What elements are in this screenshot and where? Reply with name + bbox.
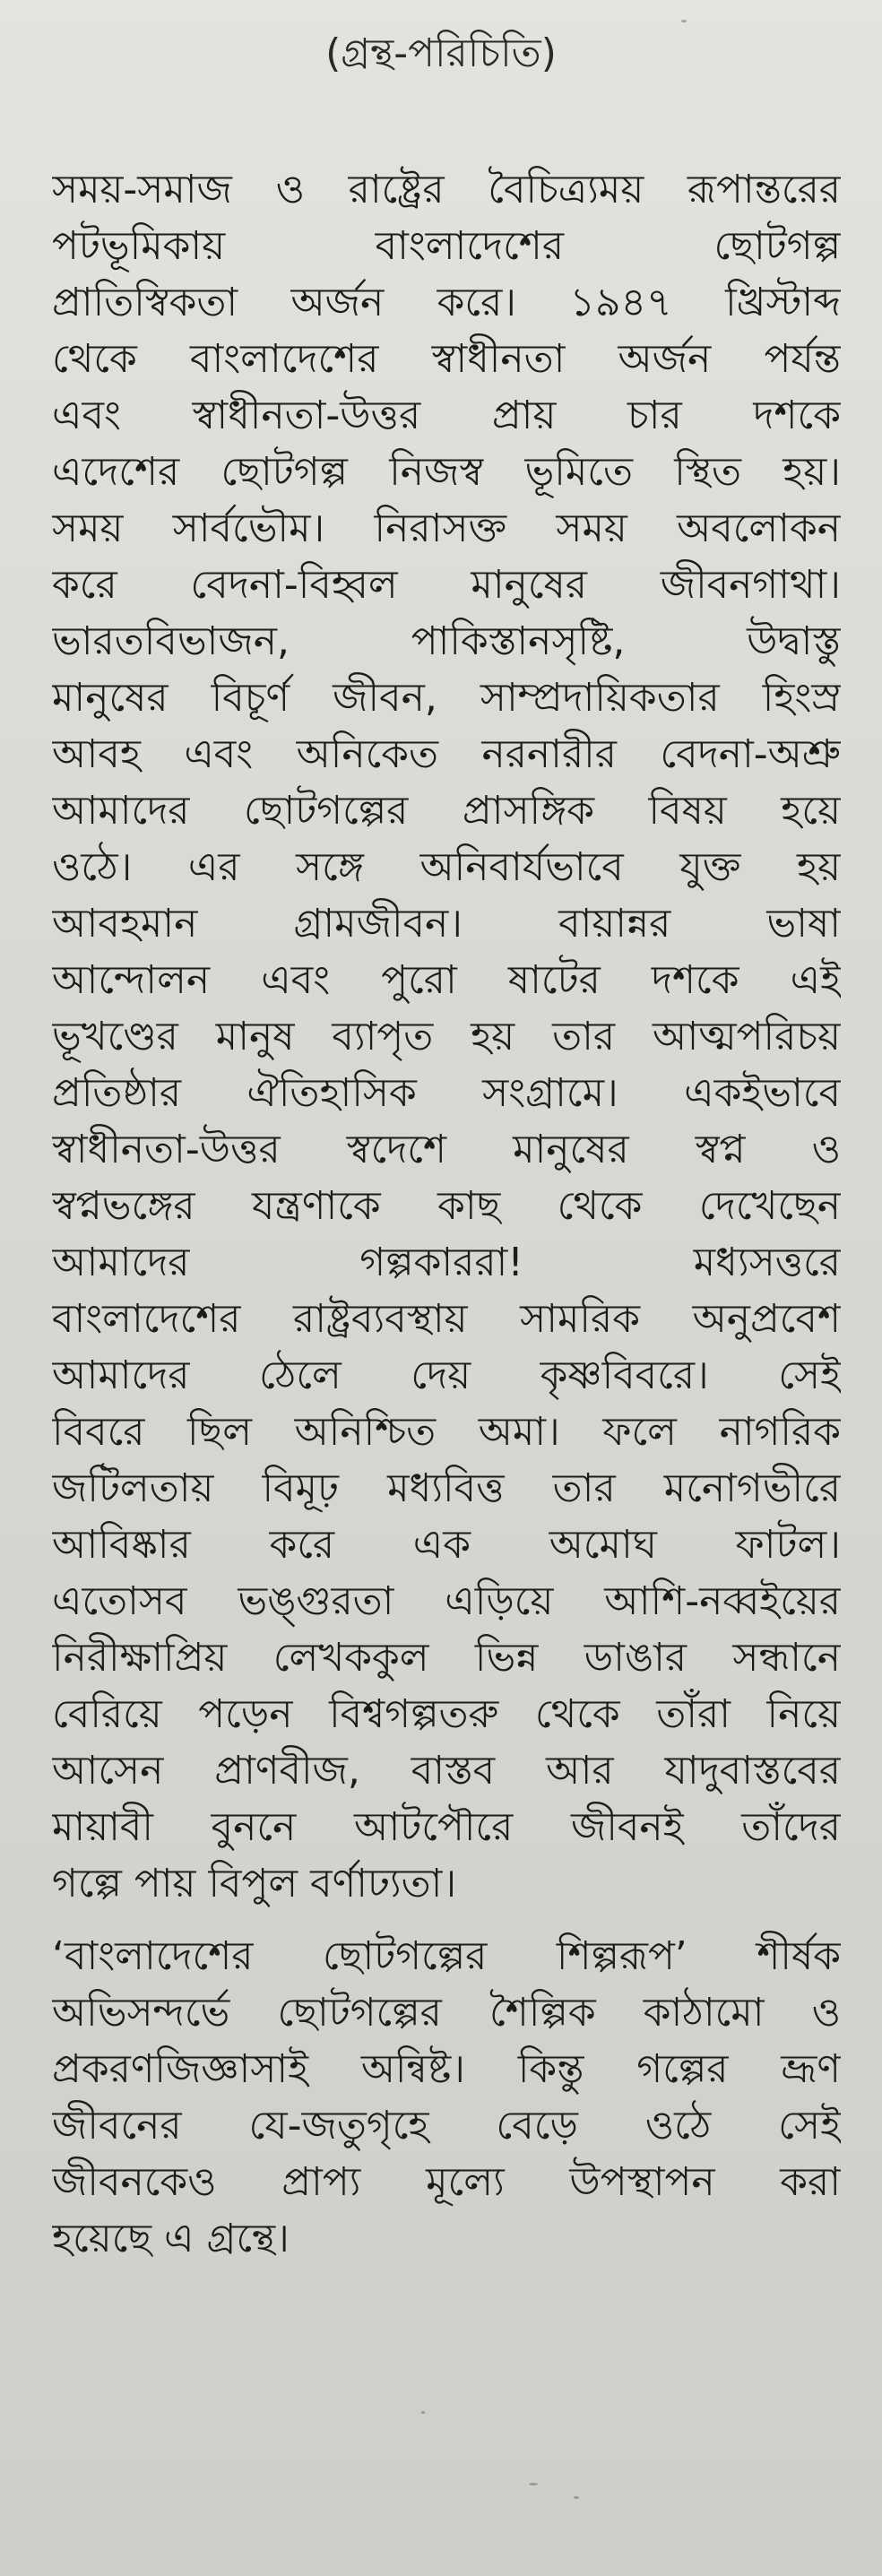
paper-speck [574,2496,579,2499]
text-line: জীবনকেও প্রাপ্য মূল্যে উপস্থাপন করা [52,2159,841,2205]
page-heading: (গ্রন্থ-পরিচিতি) [325,30,557,76]
text-line: প্রতিষ্ঠার ঐতিহাসিক সংগ্রামে। একইভাবে [52,1070,841,1116]
text-line: প্রকরণজিজ্ঞাসাই অন্বিষ্ট। কিন্তু গল্পের ভ্রূণ [52,2046,841,2092]
text-line: থেকে বাংলাদেশের স্বাধীনতা অর্জন পর্যন্ত [52,336,841,382]
text-line: ওঠে। এর সঙ্গে অনিবার্যভাবে যুক্ত হয় [52,844,841,890]
text-line: এবং স্বাধীনতা-উত্তর প্রায় চার দশকে [52,393,841,438]
text-line: এতোসব ভঙ্গুরতা এড়িয়ে আশি-নব্বইয়ের [52,1578,841,1624]
text-line: অভিসন্দর্ভে ছোটগল্পের শৈল্পিক কাঠামো ও [52,1990,841,2036]
text-line: মানুষের বিচূর্ণ জীবন, সাম্প্রদায়িকতার হিংস্র [52,675,841,721]
text-line: আমাদের ছোটগল্পের প্রাসঙ্গিক বিষয় হয়ে [52,788,841,834]
text-line: করে বেদনা-বিহ্বল মানুষের জীবনগাথা। [52,562,841,608]
text-line: আবহমান গ্রামজীবন। বায়ান্নর ভাষা [52,901,841,947]
paper-speck [421,2411,425,2414]
text-line: ভারতবিভাজন, পাকিস্তানসৃষ্টি, উদ্বাস্তু [52,618,841,664]
text-line: সময়-সমাজ ও রাষ্ট্রের বৈচিত্র্যময় রূপান্তরের [52,167,841,212]
text-line: হয়েছে এ গ্রন্থে। [52,2216,290,2261]
text-line: আমাদের ঠেলে দেয় কৃষ্ণবিবরে। সেই [52,1353,841,1398]
text-line: স্বপ্নভঙ্গের যন্ত্রণাকে কাছ থেকে দেখেছেন [52,1183,841,1229]
text-line: আবহ এবং অনিকেত নরনারীর বেদনা-অশ্রু [52,731,841,777]
text-line: জীবনের যে-জতুগৃহে বেড়ে ওঠে সেই [52,2103,841,2148]
text-line: গল্পে পায় বিপুল বর্ণাঢ্যতা। [52,1861,457,1906]
text-line: আমাদের গল্পকাররা! মধ্যসত্তরে [52,1240,841,1285]
text-line: নিরীক্ষাপ্রিয় লেখককুল ভিন্ন ডাঙার সন্ধানে [52,1635,841,1681]
text-line: সময় সার্বভৌম। নিরাসক্ত সময় অবলোকন [52,506,841,551]
text-line: জটিলতায় বিমূঢ় মধ্যবিত্ত তার মনোগভীরে [52,1465,841,1511]
text-line: আবিষ্কার করে এক অমোঘ ফাটল। [52,1522,841,1568]
text-line: স্বাধীনতা-উত্তর স্বদেশে মানুষের স্বপ্ন ও [52,1127,841,1172]
text-line: বাংলাদেশের রাষ্ট্রব্যবস্থায় সামরিক অনুপ্রবেশ [52,1296,841,1342]
paper-speck [681,20,687,22]
paper-speck [529,2483,538,2485]
text-line: ‘বাংলাদেশের ছোটগল্পের শিল্পরূপ’ শীর্ষক [52,1933,841,1979]
text-line: এদেশের ছোটগল্প নিজস্ব ভূমিতে স্থিত হয়। [52,449,841,495]
text-line: বেরিয়ে পড়েন বিশ্বগল্পতরু থেকে তাঁরা নিয়ে [52,1691,841,1737]
text-line: বিবরে ছিল অনিশ্চিত অমা। ফলে নাগরিক [52,1409,841,1455]
paragraph-2 [52,1928,841,2267]
text-line: মায়াবী বুননে আটপৌরে জীবনই তাঁদের [52,1804,841,1850]
text-line: আসেন প্রাণবীজ, বাস্তব আর যাদুবাস্তবের [52,1748,841,1794]
text-line: ভূখণ্ডের মানুষ ব্যাপৃত হয় তার আত্মপরিচয় [52,1014,841,1059]
paragraph-1 [52,161,841,1912]
description-text [52,161,841,2267]
text-line: আন্দোলন এবং পুরো ষাটের দশকে এই [52,957,841,1003]
text-line: প্রাতিস্বিকতা অর্জন করে। ১৯৪৭ খ্রিস্টাব্দ [52,280,841,325]
text-line: পটভূমিকায় বাংলাদেশের ছোটগল্প [52,223,841,269]
